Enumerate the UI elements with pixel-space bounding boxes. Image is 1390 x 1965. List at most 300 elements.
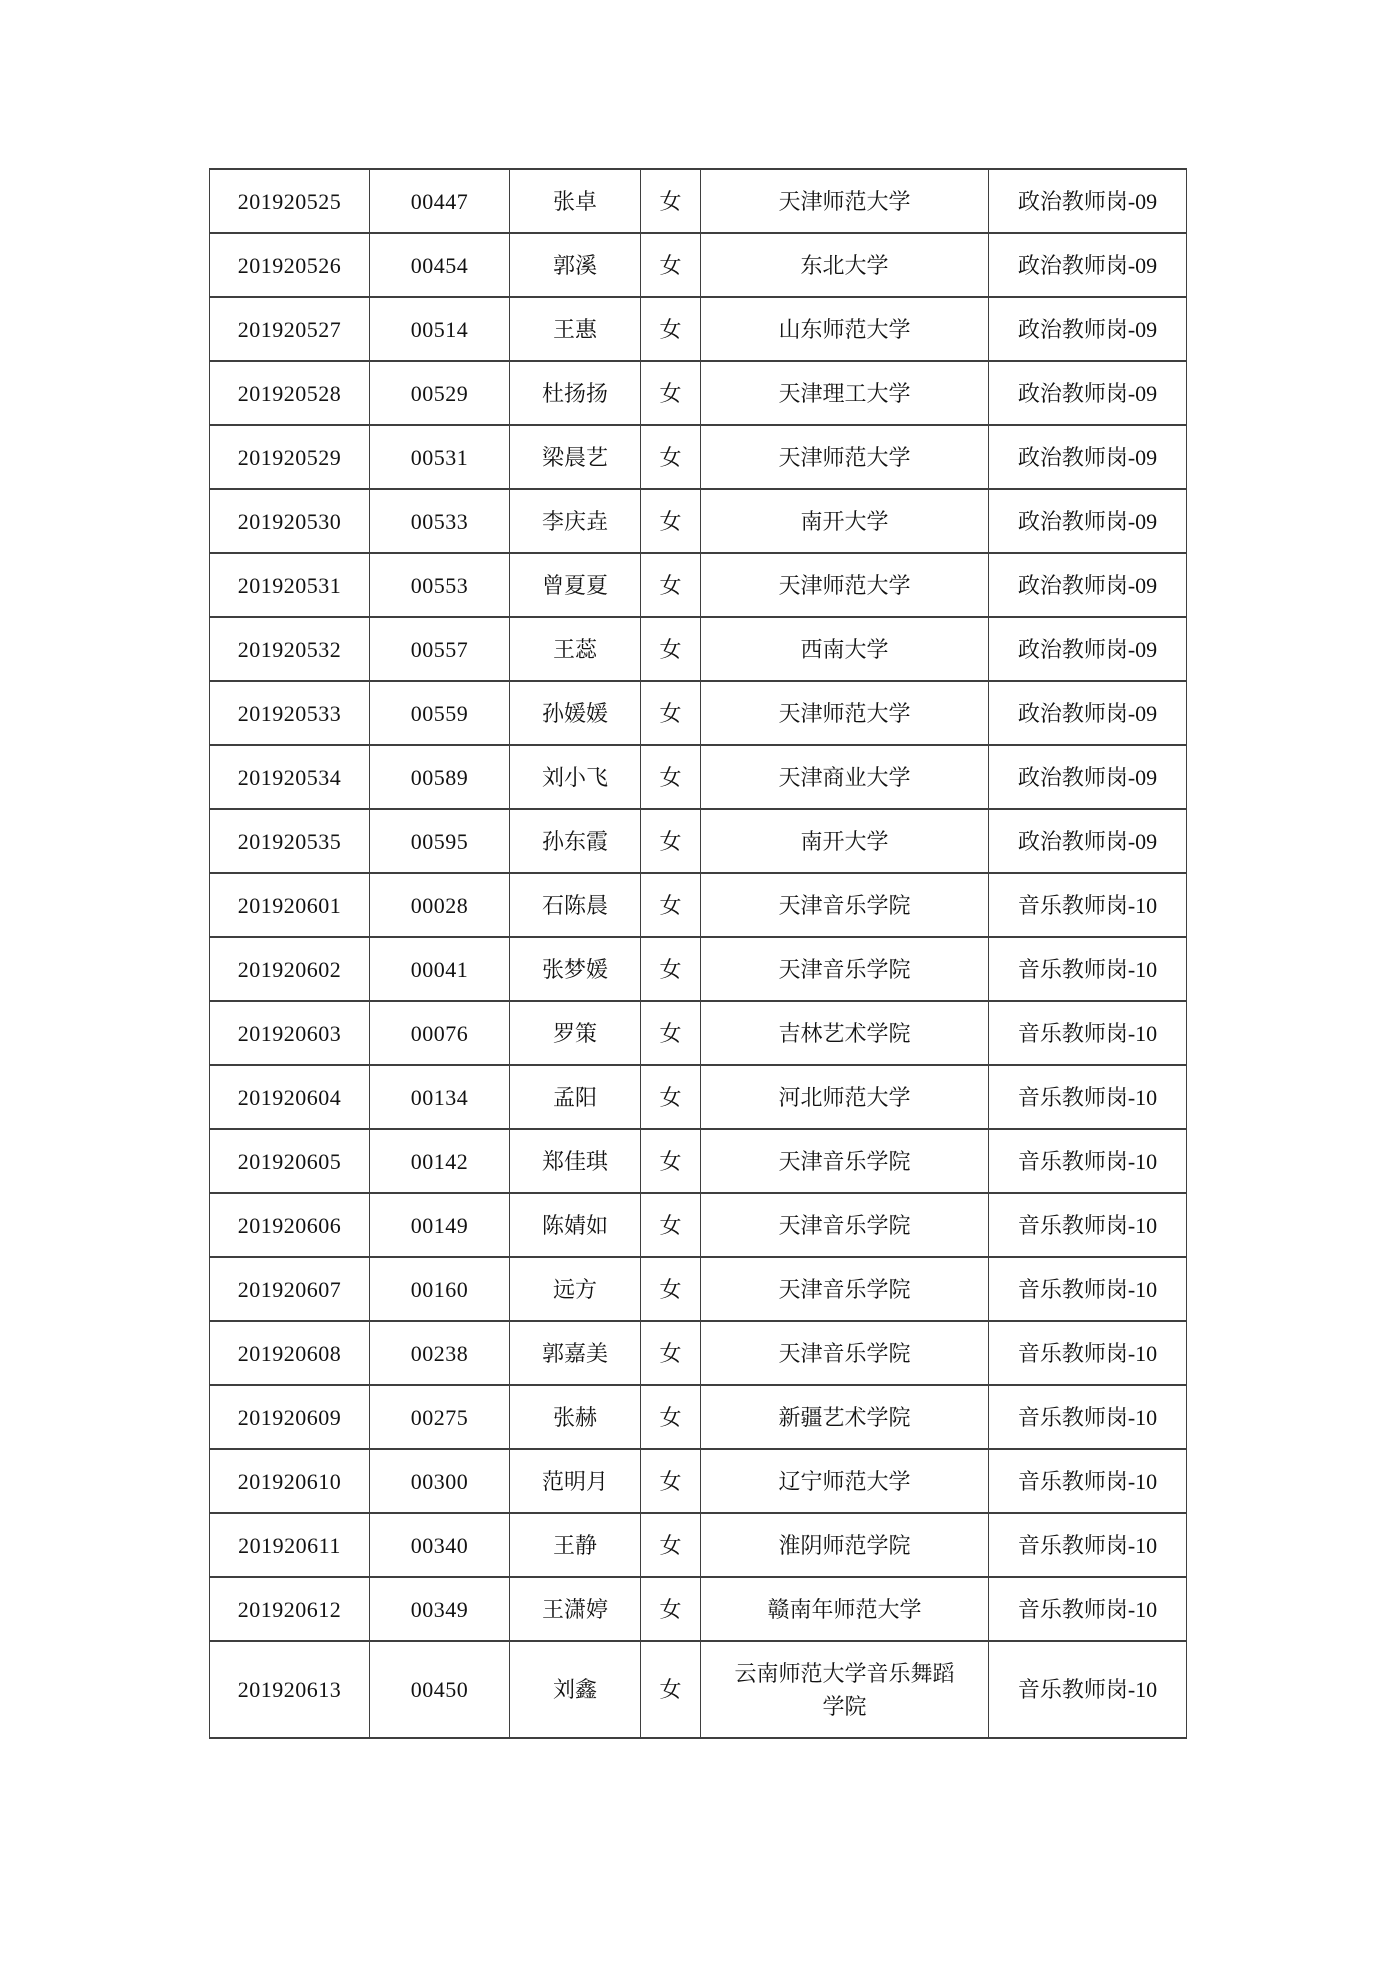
cell-value: 女 — [659, 572, 682, 598]
cell-position — [989, 1001, 1187, 1065]
cell-value: 00149 — [410, 1212, 469, 1238]
cell-position — [989, 1577, 1187, 1641]
cell-position — [989, 1449, 1187, 1513]
cell-gender — [641, 553, 701, 617]
cell-ticket-number — [210, 1385, 370, 1449]
cell-value: 201920612 — [237, 1596, 342, 1622]
cell-value: 辽宁师范大学 — [778, 1468, 911, 1494]
cell-seat-number — [370, 873, 510, 937]
cell-position — [989, 1065, 1187, 1129]
cell-value: 音乐教师岗-10 — [1017, 956, 1158, 982]
cell-ticket-number — [210, 809, 370, 873]
cell-gender — [641, 489, 701, 553]
cell-value: 音乐教师岗-10 — [1017, 1084, 1158, 1110]
cell-value: 201920526 — [237, 252, 342, 278]
table-row — [210, 553, 1187, 617]
cell-school — [701, 1257, 989, 1321]
cell-value: 西南大学 — [800, 636, 889, 662]
cell-name — [510, 425, 641, 489]
cell-value: 女 — [659, 1212, 682, 1238]
cell-name — [510, 1577, 641, 1641]
cell-seat-number — [370, 425, 510, 489]
cell-gender — [641, 617, 701, 681]
cell-value: 女 — [659, 1596, 682, 1622]
cell-value: 女 — [659, 1532, 682, 1558]
cell-value: 政治教师岗-09 — [1017, 444, 1158, 470]
cell-ticket-number — [210, 169, 370, 233]
cell-value: 00142 — [410, 1148, 469, 1174]
cell-name — [510, 1385, 641, 1449]
cell-value: 天津商业大学 — [778, 764, 911, 790]
cell-gender — [641, 1385, 701, 1449]
cell-value: 孟阳 — [552, 1084, 597, 1110]
cell-position — [989, 553, 1187, 617]
cell-value: 张梦媛 — [541, 956, 608, 982]
cell-value: 201920604 — [237, 1084, 342, 1110]
cell-value: 政治教师岗-09 — [1017, 380, 1158, 406]
table-row — [210, 1001, 1187, 1065]
cell-name — [510, 1641, 641, 1738]
cell-value: 201920605 — [237, 1148, 342, 1174]
cell-name — [510, 873, 641, 937]
cell-gender — [641, 425, 701, 489]
cell-value: 天津师范大学 — [778, 700, 911, 726]
cell-position — [989, 681, 1187, 745]
cell-position — [989, 233, 1187, 297]
cell-value: 女 — [659, 1677, 682, 1702]
cell-value: 00238 — [410, 1340, 469, 1366]
cell-value: 石陈晨 — [541, 892, 608, 918]
cell-value: 政治教师岗-09 — [1017, 252, 1158, 278]
cell-seat-number — [370, 745, 510, 809]
cell-school — [701, 617, 989, 681]
cell-value: 张卓 — [552, 188, 597, 214]
cell-value: 00559 — [410, 700, 469, 726]
table-row — [210, 1193, 1187, 1257]
cell-name — [510, 681, 641, 745]
cell-value: 201920530 — [237, 508, 342, 534]
cell-name — [510, 1449, 641, 1513]
table-row — [210, 361, 1187, 425]
cell-position — [989, 1193, 1187, 1257]
cell-name — [510, 297, 641, 361]
cell-value: 201920528 — [237, 380, 342, 406]
cell-position — [989, 361, 1187, 425]
cell-value: 女 — [659, 1148, 682, 1174]
cell-value: 00076 — [410, 1020, 469, 1046]
cell-ticket-number — [210, 1641, 370, 1738]
table-row — [210, 681, 1187, 745]
cell-position — [989, 425, 1187, 489]
table-row — [210, 937, 1187, 1001]
table-row — [210, 1321, 1187, 1385]
cell-value: 201920525 — [237, 188, 342, 214]
cell-name — [510, 1001, 641, 1065]
cell-ticket-number — [210, 745, 370, 809]
cell-school — [701, 745, 989, 809]
cell-value: 南开大学 — [800, 828, 889, 854]
cell-position — [989, 617, 1187, 681]
cell-seat-number — [370, 1641, 510, 1738]
cell-ticket-number — [210, 1257, 370, 1321]
table-row — [210, 1385, 1187, 1449]
cell-gender — [641, 873, 701, 937]
cell-name — [510, 1257, 641, 1321]
table-row — [210, 1641, 1187, 1738]
cell-gender — [641, 361, 701, 425]
cell-gender — [641, 1321, 701, 1385]
cell-value: 00300 — [410, 1468, 469, 1494]
cell-value: 00450 — [410, 1677, 469, 1702]
table-row — [210, 1577, 1187, 1641]
table-row — [210, 1257, 1187, 1321]
table-row — [210, 233, 1187, 297]
cell-school — [701, 1129, 989, 1193]
cell-ticket-number — [210, 233, 370, 297]
cell-value: 南开大学 — [800, 508, 889, 534]
cell-value: 201920527 — [237, 316, 342, 342]
cell-seat-number — [370, 553, 510, 617]
cell-value: 王静 — [552, 1532, 597, 1558]
cell-name — [510, 489, 641, 553]
cell-gender — [641, 169, 701, 233]
cell-school — [701, 361, 989, 425]
cell-gender — [641, 681, 701, 745]
cell-position — [989, 809, 1187, 873]
cell-value: 00514 — [410, 316, 469, 342]
cell-value: 00349 — [410, 1596, 469, 1622]
cell-value: 00275 — [410, 1404, 469, 1430]
cell-value: 女 — [659, 508, 682, 534]
table-row — [210, 169, 1187, 233]
cell-value: 音乐教师岗-10 — [1017, 1340, 1158, 1366]
cell-position — [989, 1321, 1187, 1385]
cell-seat-number — [370, 809, 510, 873]
cell-value: 女 — [659, 892, 682, 918]
cell-value: 政治教师岗-09 — [1017, 828, 1158, 854]
cell-ticket-number — [210, 1193, 370, 1257]
cell-name — [510, 809, 641, 873]
cell-name — [510, 553, 641, 617]
cell-value: 音乐教师岗-10 — [1017, 1596, 1158, 1622]
cell-seat-number — [370, 1129, 510, 1193]
cell-name — [510, 1321, 641, 1385]
cell-ticket-number — [210, 1129, 370, 1193]
cell-position — [989, 1513, 1187, 1577]
cell-school — [701, 809, 989, 873]
cell-value: 政治教师岗-09 — [1017, 636, 1158, 662]
cell-value: 女 — [659, 636, 682, 662]
cell-value: 00041 — [410, 956, 469, 982]
cell-school — [701, 297, 989, 361]
cell-value: 201920531 — [237, 572, 342, 598]
cell-seat-number — [370, 1321, 510, 1385]
cell-seat-number — [370, 1193, 510, 1257]
cell-position — [989, 1641, 1187, 1738]
cell-value: 201920606 — [237, 1212, 342, 1238]
table-row — [210, 425, 1187, 489]
cell-position — [989, 169, 1187, 233]
cell-school — [701, 233, 989, 297]
cell-seat-number — [370, 361, 510, 425]
cell-value: 音乐教师岗-10 — [1017, 1148, 1158, 1174]
cell-value: 201920613 — [237, 1677, 342, 1702]
cell-position — [989, 873, 1187, 937]
cell-value: 刘鑫 — [552, 1677, 597, 1702]
cell-school — [701, 1001, 989, 1065]
cell-school — [701, 1577, 989, 1641]
table-row — [210, 617, 1187, 681]
cell-value: 201920608 — [237, 1340, 342, 1366]
cell-value: 女 — [659, 828, 682, 854]
cell-value: 天津师范大学 — [778, 572, 911, 598]
cell-ticket-number — [210, 1321, 370, 1385]
cell-value: 201920611 — [238, 1532, 341, 1558]
cell-seat-number — [370, 489, 510, 553]
cell-value: 女 — [659, 764, 682, 790]
cell-ticket-number — [210, 489, 370, 553]
cell-ticket-number — [210, 1577, 370, 1641]
cell-name — [510, 617, 641, 681]
cell-value: 天津师范大学 — [778, 188, 911, 214]
cell-value: 政治教师岗-09 — [1017, 316, 1158, 342]
cell-name — [510, 1193, 641, 1257]
cell-school — [701, 1065, 989, 1129]
table-row — [210, 1449, 1187, 1513]
cell-school — [701, 1641, 989, 1738]
cell-value: 天津音乐学院 — [778, 1276, 911, 1302]
cell-value: 女 — [659, 1404, 682, 1430]
cell-school — [701, 1385, 989, 1449]
cell-gender — [641, 1449, 701, 1513]
cell-value: 音乐教师岗-10 — [1017, 1212, 1158, 1238]
cell-school — [701, 553, 989, 617]
cell-value: 00340 — [410, 1532, 469, 1558]
cell-value: 女 — [659, 444, 682, 470]
cell-value: 政治教师岗-09 — [1017, 572, 1158, 598]
cell-seat-number — [370, 1065, 510, 1129]
cell-school — [701, 681, 989, 745]
cell-gender — [641, 1193, 701, 1257]
cell-ticket-number — [210, 1449, 370, 1513]
cell-value: 河北师范大学 — [778, 1084, 911, 1110]
cell-seat-number — [370, 1577, 510, 1641]
cell-value: 政治教师岗-09 — [1017, 700, 1158, 726]
candidate-table — [209, 168, 1187, 1739]
cell-value: 天津师范大学 — [778, 444, 911, 470]
cell-gender — [641, 1001, 701, 1065]
table-row — [210, 745, 1187, 809]
table-row — [210, 873, 1187, 937]
cell-value: 女 — [659, 1340, 682, 1366]
cell-value: 张赫 — [552, 1404, 597, 1430]
cell-value: 刘小飞 — [541, 764, 608, 790]
cell-value: 00447 — [410, 188, 469, 214]
cell-value: 201920610 — [237, 1468, 342, 1494]
cell-value: 00553 — [410, 572, 469, 598]
cell-value: 00589 — [410, 764, 469, 790]
cell-value: 201920533 — [237, 700, 342, 726]
cell-value: 政治教师岗-09 — [1017, 188, 1158, 214]
cell-value: 女 — [659, 380, 682, 406]
cell-value: 201920607 — [237, 1276, 342, 1302]
cell-seat-number — [370, 1385, 510, 1449]
cell-school — [701, 1193, 989, 1257]
cell-ticket-number — [210, 1065, 370, 1129]
cell-value: 罗策 — [552, 1020, 597, 1046]
cell-value: 赣南年师范大学 — [767, 1596, 922, 1622]
cell-position — [989, 1385, 1187, 1449]
cell-school — [701, 1449, 989, 1513]
cell-seat-number — [370, 617, 510, 681]
cell-seat-number — [370, 681, 510, 745]
cell-value: 天津理工大学 — [778, 380, 911, 406]
cell-value: 女 — [659, 252, 682, 278]
table-row — [210, 1513, 1187, 1577]
cell-value: 天津音乐学院 — [778, 1148, 911, 1174]
cell-ticket-number — [210, 1513, 370, 1577]
cell-value: 201920609 — [237, 1404, 342, 1430]
cell-value: 女 — [659, 316, 682, 342]
cell-seat-number — [370, 297, 510, 361]
cell-school — [701, 489, 989, 553]
cell-value: 范明月 — [541, 1468, 608, 1494]
cell-gender — [641, 1257, 701, 1321]
cell-value: 梁晨艺 — [541, 444, 608, 470]
cell-value: 00529 — [410, 380, 469, 406]
cell-value: 201920603 — [237, 1020, 342, 1046]
cell-ticket-number — [210, 617, 370, 681]
table-body — [210, 169, 1187, 1738]
cell-value: 音乐教师岗-10 — [1017, 1404, 1158, 1430]
cell-value: 王蕊 — [552, 636, 597, 662]
cell-position — [989, 937, 1187, 1001]
cell-school — [701, 1513, 989, 1577]
cell-ticket-number — [210, 1001, 370, 1065]
cell-name — [510, 1129, 641, 1193]
cell-value: 00160 — [410, 1276, 469, 1302]
cell-seat-number — [370, 1513, 510, 1577]
cell-value: 天津音乐学院 — [778, 1340, 911, 1366]
cell-value: 音乐教师岗-10 — [1017, 1276, 1158, 1302]
cell-seat-number — [370, 169, 510, 233]
cell-value: 东北大学 — [800, 252, 889, 278]
cell-value: 新疆艺术学院 — [778, 1404, 911, 1430]
cell-ticket-number — [210, 553, 370, 617]
cell-seat-number — [370, 1257, 510, 1321]
cell-position — [989, 745, 1187, 809]
cell-seat-number — [370, 233, 510, 297]
cell-value: 王惠 — [552, 316, 597, 342]
table-row — [210, 809, 1187, 873]
cell-school — [701, 937, 989, 1001]
cell-value: 00134 — [410, 1084, 469, 1110]
cell-value: 政治教师岗-09 — [1017, 508, 1158, 534]
cell-value: 201920532 — [237, 636, 342, 662]
cell-value: 天津音乐学院 — [778, 956, 911, 982]
cell-ticket-number — [210, 425, 370, 489]
cell-value: 吉林艺术学院 — [778, 1020, 911, 1046]
cell-position — [989, 297, 1187, 361]
cell-position — [989, 1257, 1187, 1321]
cell-gender — [641, 1513, 701, 1577]
cell-name — [510, 937, 641, 1001]
cell-school — [701, 169, 989, 233]
cell-seat-number — [370, 1001, 510, 1065]
cell-name — [510, 361, 641, 425]
cell-position — [989, 1129, 1187, 1193]
cell-value: 音乐教师岗-10 — [1017, 892, 1158, 918]
cell-value: 女 — [659, 1020, 682, 1046]
cell-ticket-number — [210, 873, 370, 937]
cell-value: 201920602 — [237, 956, 342, 982]
cell-value: 女 — [659, 1084, 682, 1110]
cell-school — [701, 1321, 989, 1385]
cell-value: 山东师范大学 — [778, 316, 911, 342]
cell-name — [510, 169, 641, 233]
cell-value: 远方 — [552, 1276, 597, 1302]
cell-value: 女 — [659, 1468, 682, 1494]
cell-gender — [641, 1641, 701, 1738]
cell-gender — [641, 809, 701, 873]
cell-ticket-number — [210, 681, 370, 745]
cell-value: 李庆垚 — [541, 508, 608, 534]
cell-ticket-number — [210, 361, 370, 425]
cell-gender — [641, 745, 701, 809]
cell-value: 女 — [659, 188, 682, 214]
cell-value: 天津音乐学院 — [778, 892, 911, 918]
cell-value: 女 — [659, 700, 682, 726]
cell-value: 00557 — [410, 636, 469, 662]
cell-value: 云南师范大学音乐舞蹈学院 — [734, 1660, 955, 1719]
cell-value: 00533 — [410, 508, 469, 534]
cell-value: 曾夏夏 — [541, 572, 608, 598]
cell-gender — [641, 297, 701, 361]
cell-gender — [641, 1577, 701, 1641]
cell-gender — [641, 937, 701, 1001]
cell-value: 王潇婷 — [541, 1596, 608, 1622]
cell-value: 00028 — [410, 892, 469, 918]
cell-value: 女 — [659, 956, 682, 982]
cell-gender — [641, 233, 701, 297]
cell-value: 201920535 — [237, 828, 342, 854]
cell-school — [701, 425, 989, 489]
cell-value: 00454 — [410, 252, 469, 278]
cell-ticket-number — [210, 297, 370, 361]
cell-value: 00595 — [410, 828, 469, 854]
cell-school — [701, 873, 989, 937]
cell-position — [989, 489, 1187, 553]
cell-value: 杜扬扬 — [541, 380, 608, 406]
cell-name — [510, 233, 641, 297]
cell-value: 郭嘉美 — [541, 1340, 608, 1366]
cell-value: 陈婧如 — [541, 1212, 608, 1238]
table-row — [210, 489, 1187, 553]
cell-gender — [641, 1065, 701, 1129]
cell-gender — [641, 1129, 701, 1193]
table-row — [210, 1065, 1187, 1129]
cell-name — [510, 1065, 641, 1129]
table-row — [210, 1129, 1187, 1193]
cell-name — [510, 1513, 641, 1577]
cell-value: 00531 — [410, 444, 469, 470]
cell-value: 音乐教师岗-10 — [1017, 1020, 1158, 1046]
cell-value: 201920529 — [237, 444, 342, 470]
cell-value: 郑佳琪 — [541, 1148, 608, 1174]
cell-value: 淮阴师范学院 — [778, 1532, 911, 1558]
cell-value: 音乐教师岗-10 — [1017, 1468, 1158, 1494]
cell-value: 201920601 — [237, 892, 342, 918]
